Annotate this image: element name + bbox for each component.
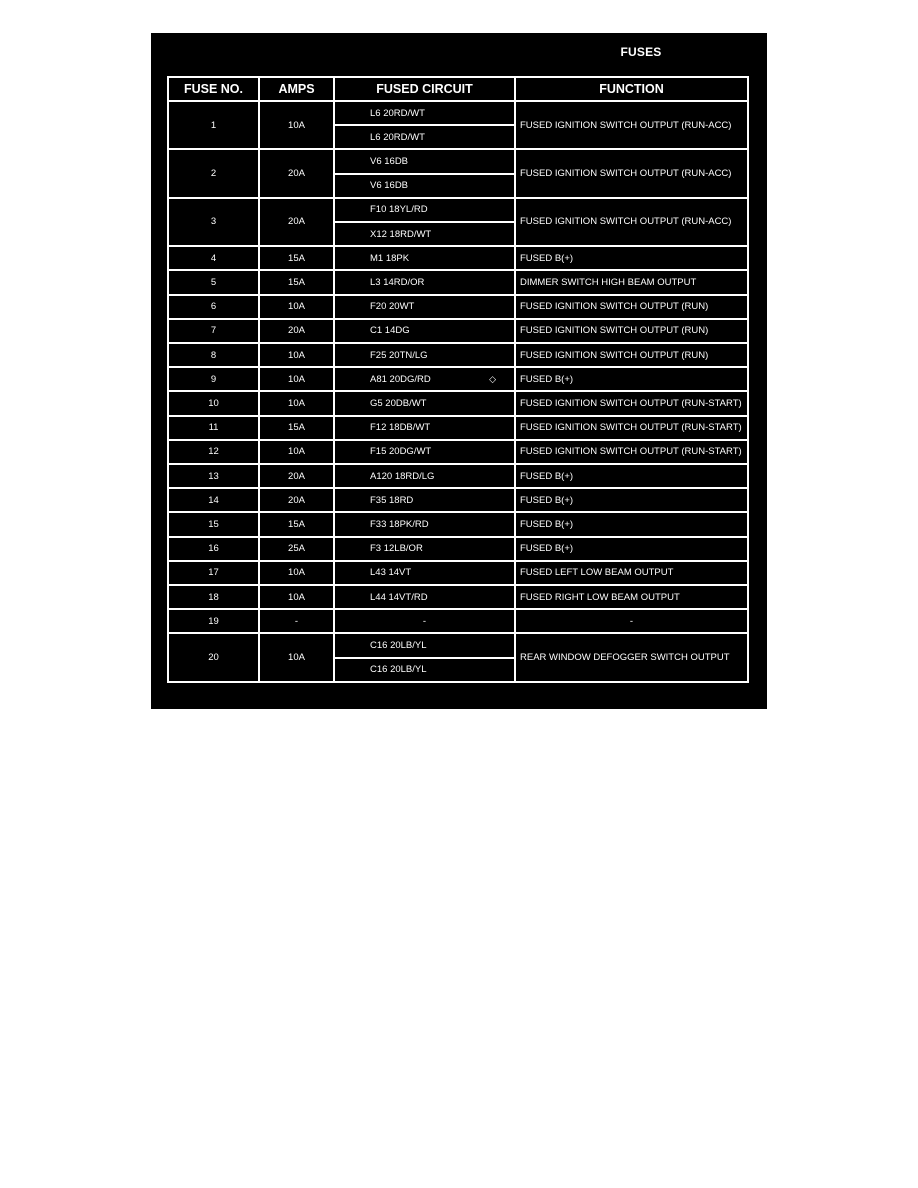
fuse-amps: 10A (258, 392, 335, 416)
fuse-function: DIMMER SWITCH HIGH BEAM OUTPUT (514, 271, 749, 295)
fused-circuit-label: F15 20DG/WT (370, 446, 432, 458)
fused-circuit (333, 465, 516, 489)
fuse-number: 16 (167, 538, 260, 562)
fused-circuit-label: A81 20DG/RD (370, 373, 431, 385)
fused-circuit (333, 586, 516, 610)
header-fused-circuit: FUSED CIRCUIT (333, 76, 516, 102)
fuse-number: 2 (167, 150, 260, 198)
fused-circuit: V6 16DB (333, 150, 516, 174)
fuse-function: FUSED B(+) (514, 368, 749, 392)
fuse-number: 11 (167, 417, 260, 441)
fused-circuit-label: F12 18DB/WT (370, 422, 431, 434)
fused-circuit (333, 320, 516, 344)
fuse-number: 15 (167, 513, 260, 537)
fuse-function: REAR WINDOW DEFOGGER SWITCH OUTPUT (514, 634, 749, 682)
fuse-function: FUSED IGNITION SWITCH OUTPUT (RUN-START) (514, 392, 749, 416)
fuse-amps: 10A (258, 586, 335, 610)
fused-circuit: C16 20LB/YL (333, 659, 516, 683)
fuse-function: - (514, 610, 749, 634)
fused-circuit: X12 18RD/WT (333, 223, 516, 247)
fuse-number: 7 (167, 320, 260, 344)
fuse-amps: 10A (258, 344, 335, 368)
fused-circuit-label: F20 20WT (370, 301, 415, 313)
fused-circuit-label: F25 20TN/LG (370, 349, 428, 361)
fuse-function: FUSED IGNITION SWITCH OUTPUT (RUN-ACC) (514, 102, 749, 150)
fuse-amps: 15A (258, 513, 335, 537)
fuse-number: 3 (167, 199, 260, 247)
fused-circuit (333, 296, 516, 320)
fuse-amps: 10A (258, 296, 335, 320)
fused-circuit (333, 441, 516, 465)
fuse-function: FUSED LEFT LOW BEAM OUTPUT (514, 562, 749, 586)
fuse-number: 10 (167, 392, 260, 416)
fuse-amps: 25A (258, 538, 335, 562)
fuse-function: FUSED RIGHT LOW BEAM OUTPUT (514, 586, 749, 610)
fuse-function: FUSED B(+) (514, 247, 749, 271)
fused-circuit-label: F33 18PK/RD (370, 518, 429, 530)
fused-circuit (333, 513, 516, 537)
header-amps: AMPS (258, 76, 335, 102)
fused-circuit-label: L44 14VT/RD (370, 591, 428, 603)
fuse-amps: 15A (258, 417, 335, 441)
fused-circuit: L6 20RD/WT (333, 102, 516, 126)
fused-circuit-label: M1 18PK (370, 252, 410, 264)
fuse-number: 8 (167, 344, 260, 368)
fuse-number: 20 (167, 634, 260, 682)
fused-circuit (333, 489, 516, 513)
fuse-amps: 10A (258, 102, 335, 150)
header-fuse-no: FUSE NO. (167, 76, 260, 102)
fuse-function: FUSED IGNITION SWITCH OUTPUT (RUN-START) (514, 417, 749, 441)
page-title: FUSES (620, 45, 662, 59)
fuse-number: 4 (167, 247, 260, 271)
fuse-number: 12 (167, 441, 260, 465)
autostick-diamond-icon: ◇ (489, 373, 496, 384)
fused-circuit-label: G5 20DB/WT (370, 397, 427, 409)
fuse-amps: 10A (258, 634, 335, 682)
fuse-number: 18 (167, 586, 260, 610)
fused-circuit (333, 538, 516, 562)
fused-circuit (333, 562, 516, 586)
fuse-function: FUSED IGNITION SWITCH OUTPUT (RUN) (514, 344, 749, 368)
fuse-number: 17 (167, 562, 260, 586)
fuse-amps: - (258, 610, 335, 634)
fuse-number: 14 (167, 489, 260, 513)
fused-circuit (333, 271, 516, 295)
fused-circuit: C16 20LB/YL (333, 634, 516, 658)
fuse-amps: 20A (258, 489, 335, 513)
fuse-amps: 10A (258, 441, 335, 465)
fuse-number: 1 (167, 102, 260, 150)
fused-circuit: L6 20RD/WT (333, 126, 516, 150)
fused-circuit-label: F35 18RD (370, 494, 414, 506)
fuse-number: 13 (167, 465, 260, 489)
fuse-function: FUSED B(+) (514, 489, 749, 513)
fused-circuit-label: L43 14VT (370, 567, 412, 579)
fuse-amps: 20A (258, 199, 335, 247)
fuse-function: FUSED B(+) (514, 538, 749, 562)
fused-circuit-label: L3 14RD/OR (370, 276, 425, 288)
fuse-amps: 20A (258, 465, 335, 489)
fuse-amps: 10A (258, 368, 335, 392)
fuse-amps: 15A (258, 271, 335, 295)
fuse-function: FUSED IGNITION SWITCH OUTPUT (RUN) (514, 296, 749, 320)
fused-circuit (333, 417, 516, 441)
header-function: FUNCTION (514, 76, 749, 102)
fuse-number: 5 (167, 271, 260, 295)
fused-circuit (333, 368, 516, 392)
fuse-function: FUSED B(+) (514, 513, 749, 537)
fused-circuit (333, 610, 516, 634)
fuses-panel (151, 33, 767, 728)
fused-circuit: F10 18YL/RD (333, 199, 516, 223)
fused-circuit (333, 344, 516, 368)
fuse-function: FUSED B(+) (514, 465, 749, 489)
fuse-number: 9 (167, 368, 260, 392)
fused-circuit-label: - (422, 615, 427, 627)
fused-circuit-label: F3 12LB/OR (370, 543, 423, 555)
fuse-function: FUSED IGNITION SWITCH OUTPUT (RUN-ACC) (514, 150, 749, 198)
fuse-function: FUSED IGNITION SWITCH OUTPUT (RUN) (514, 320, 749, 344)
fuse-table (167, 76, 749, 708)
footnote-autostick: ◇ AUTOSTICK ONLY (410, 717, 508, 728)
fused-circuit: V6 16DB (333, 175, 516, 199)
fused-circuit (333, 247, 516, 271)
fuse-function: FUSED IGNITION SWITCH OUTPUT (RUN-START) (514, 441, 749, 465)
fuse-amps: 10A (258, 562, 335, 586)
fuse-amps: 20A (258, 150, 335, 198)
fuse-number: 6 (167, 296, 260, 320)
fuse-amps: 15A (258, 247, 335, 271)
fuse-amps: 20A (258, 320, 335, 344)
fused-circuit-label: C1 14DG (370, 325, 410, 337)
fused-circuit (333, 392, 516, 416)
fuse-function: FUSED IGNITION SWITCH OUTPUT (RUN-ACC) (514, 199, 749, 247)
fused-circuit-label: A120 18RD/LG (370, 470, 435, 482)
fuse-number: 19 (167, 610, 260, 634)
